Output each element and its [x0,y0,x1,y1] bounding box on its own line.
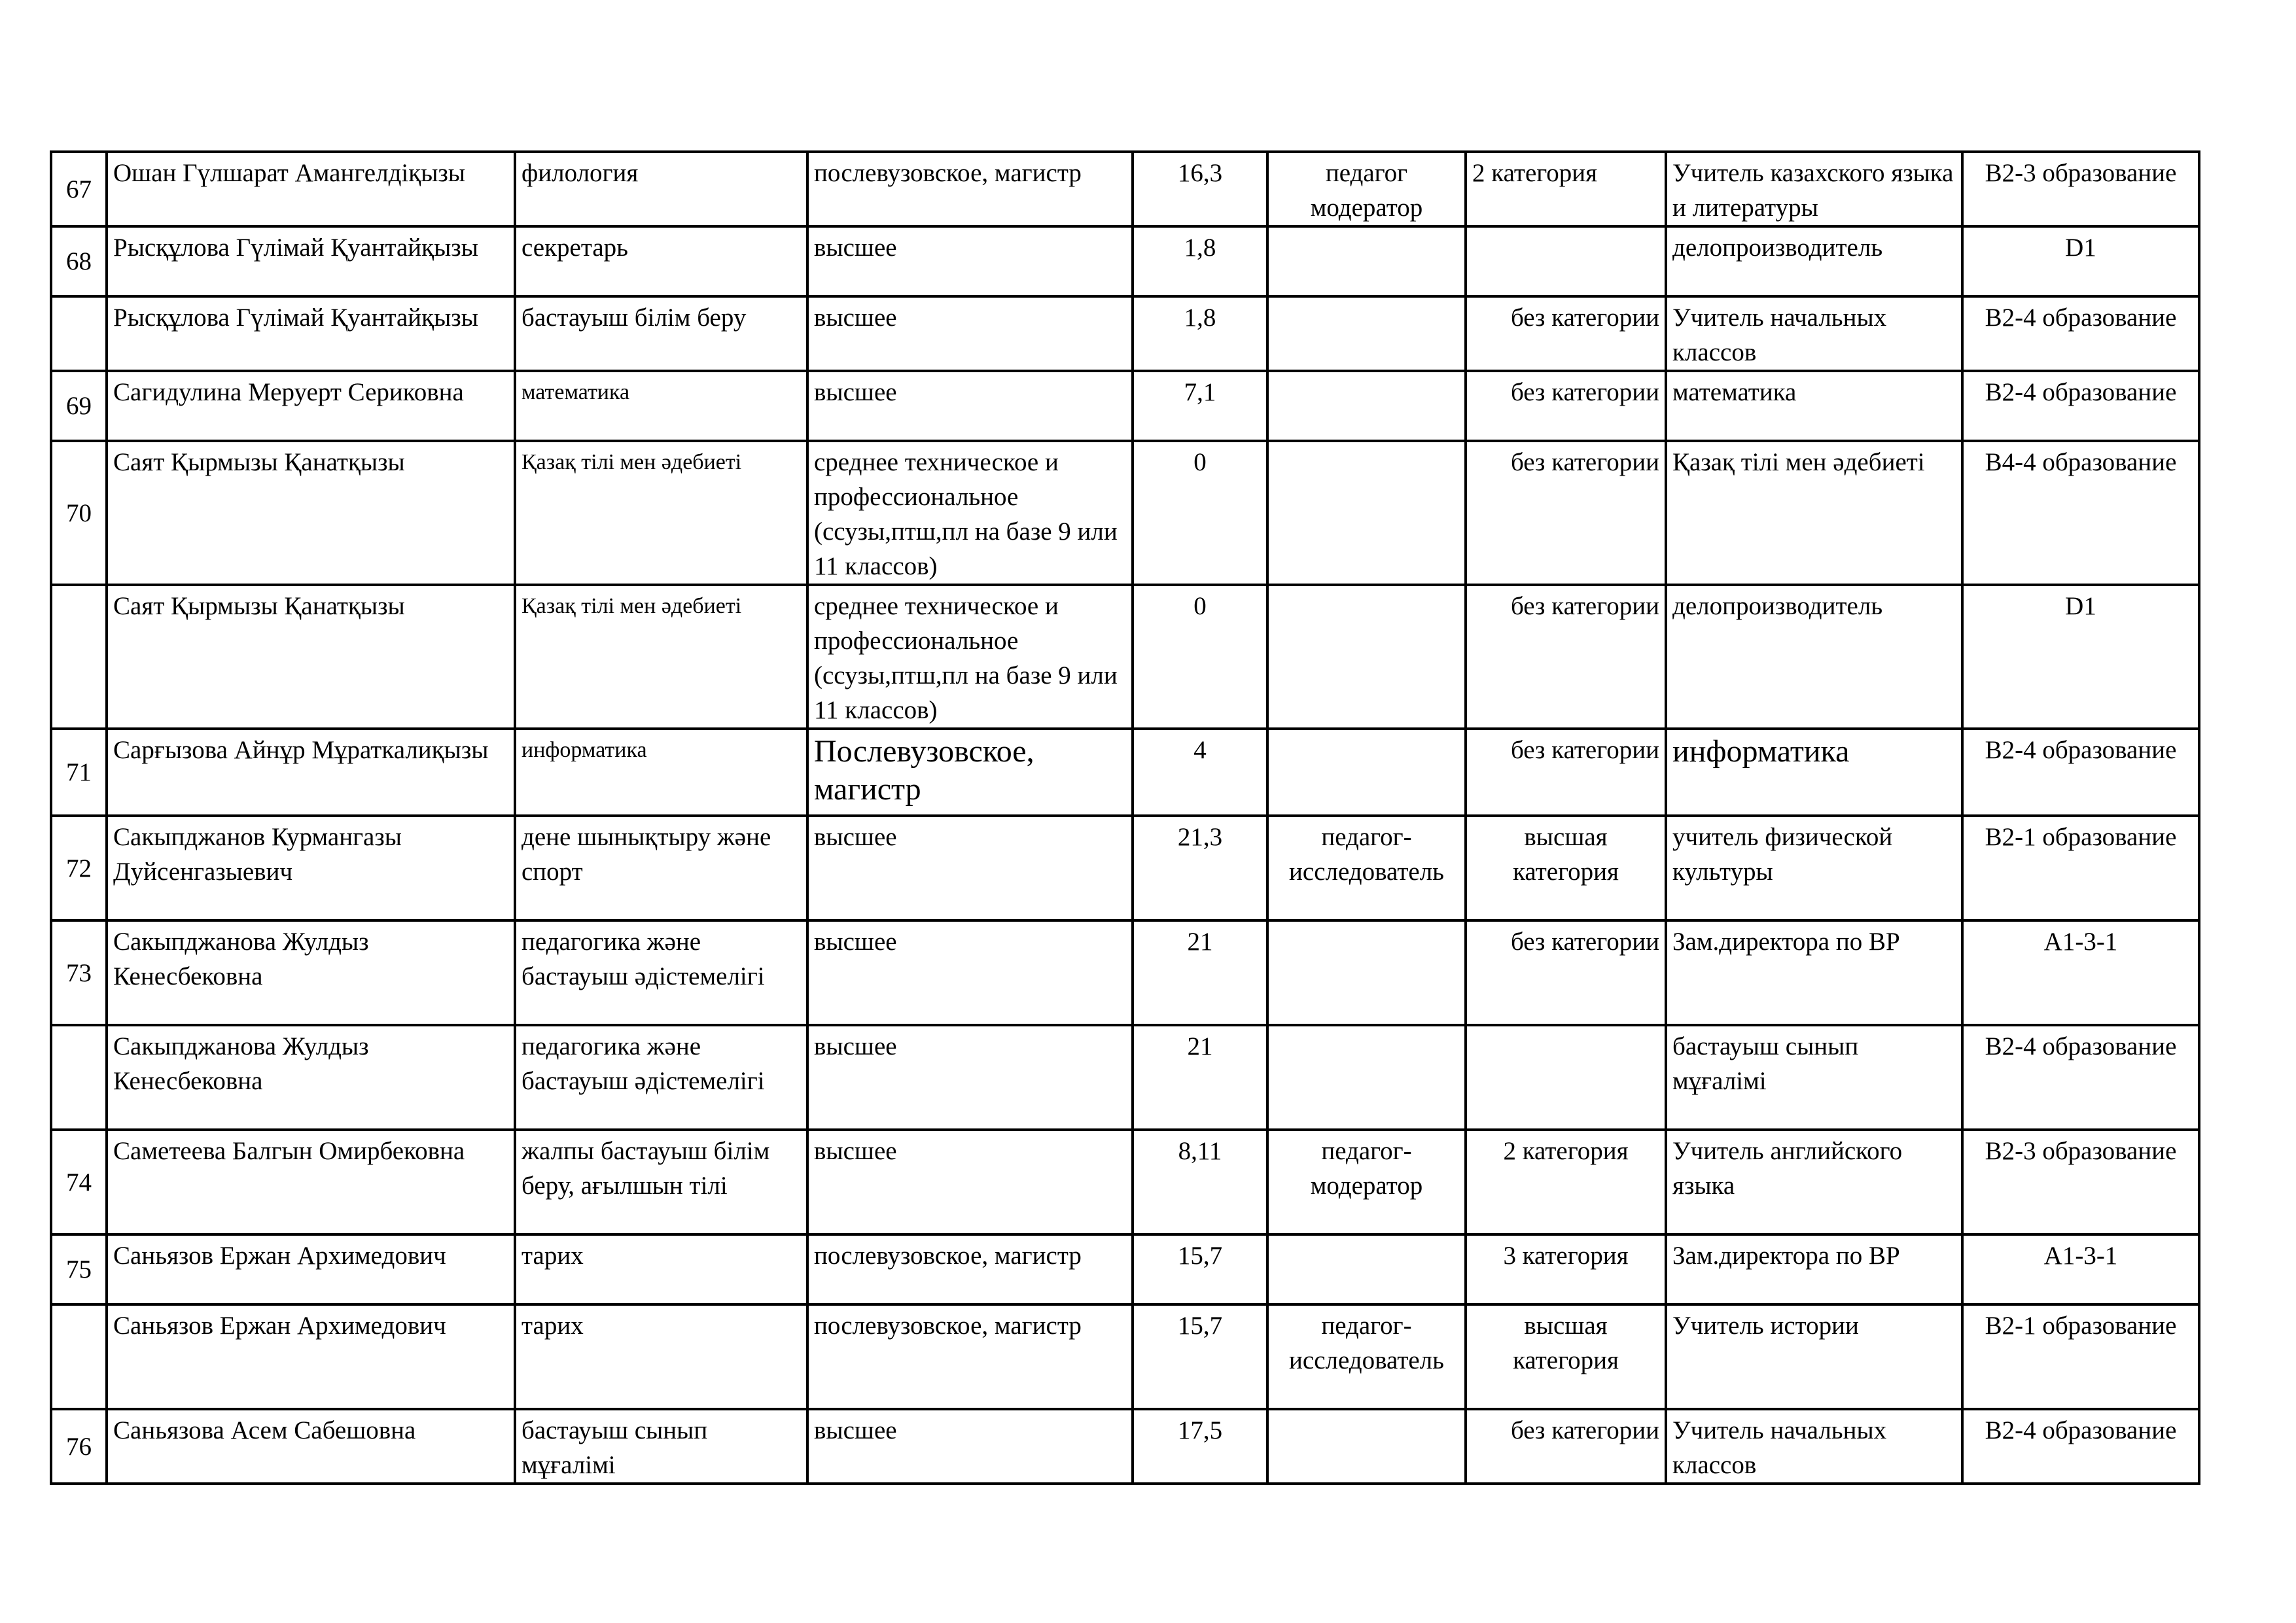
staff-name: Саньязов Ержан Архимедович [107,1304,515,1409]
pedagog-title [1267,296,1466,371]
category [1466,1025,1666,1130]
category: без категории [1466,1409,1666,1484]
experience: 7,1 [1133,371,1267,441]
experience: 1,8 [1133,296,1267,371]
pedagog-title [1267,1234,1466,1304]
category: без категории [1466,920,1666,1025]
table-row [51,1025,2199,1130]
staff-name: Ошан Гүлшарат Амангелдіқызы [107,152,515,226]
table-row [51,296,2199,371]
experience: 15,7 [1133,1304,1267,1409]
row-number: 70 [51,441,107,585]
position: математика [1666,371,1962,441]
category: высшая категория [1466,1304,1666,1409]
table-row [51,1234,2199,1304]
row-number: 71 [51,729,107,816]
education: среднее техническое и профессиональное (ссузы,птш,пл на базе 9 или 11 классов) [807,585,1133,729]
category: без категории [1466,296,1666,371]
row-number [51,296,107,371]
education: послевузовское, магистр [807,1304,1133,1409]
pedagog-title [1267,920,1466,1025]
experience: 4 [1133,729,1267,816]
category: 2 категория [1466,152,1666,226]
category: без категории [1466,729,1666,816]
specialty: Қазақ тілі мен әдебиеті [515,441,807,585]
specialty: секретарь [515,226,807,296]
staff-name: Сакыпджанова Жулдыз Кенесбековна [107,1025,515,1130]
row-number: 74 [51,1130,107,1234]
staff-name: Сакыпджанов Курмангазы Дуйсенгазыевич [107,816,515,920]
experience: 1,8 [1133,226,1267,296]
position-code: B2-1 образование [1962,1304,2199,1409]
specialty: филология [515,152,807,226]
row-number [51,1025,107,1130]
position: Қазақ тілі мен әдебиеті [1666,441,1962,585]
position: Учитель начальных классов [1666,296,1962,371]
category: без категории [1466,585,1666,729]
pedagog-title [1267,371,1466,441]
specialty: тарих [515,1304,807,1409]
pedagog-title [1267,585,1466,729]
experience: 21 [1133,1025,1267,1130]
staff-name: Саят Қырмызы Қанатқызы [107,441,515,585]
staff-name: Саметеева Балгын Омирбековна [107,1130,515,1234]
education: высшее [807,1025,1133,1130]
pedagog-title [1267,1409,1466,1484]
position: Учитель английского языка [1666,1130,1962,1234]
table-row [51,1304,2199,1409]
position-code: B2-3 образование [1962,152,2199,226]
education: среднее техническое и профессиональное (ссузы,птш,пл на базе 9 или 11 классов) [807,441,1133,585]
specialty: тарих [515,1234,807,1304]
staff-name: Рысқұлова Гүлімай Қуантайқызы [107,296,515,371]
category: 3 категория [1466,1234,1666,1304]
table-row [51,816,2199,920]
table-row [51,920,2199,1025]
education: Послевузовское, магистр [807,729,1133,816]
pedagog-title: педагог модератор [1267,152,1466,226]
pedagog-title: педагог-исследователь [1267,816,1466,920]
education: высшее [807,920,1133,1025]
position-code: B4-4 образование [1962,441,2199,585]
position-code: B2-4 образование [1962,296,2199,371]
pedagog-title [1267,729,1466,816]
position: Зам.директора по ВР [1666,1234,1962,1304]
category: без категории [1466,371,1666,441]
category: 2 категория [1466,1130,1666,1234]
education: высшее [807,296,1133,371]
specialty: бастауыш сынып мұғалімі [515,1409,807,1484]
specialty: математика [515,371,807,441]
position-code: B2-1 образование [1962,816,2199,920]
experience: 15,7 [1133,1234,1267,1304]
education: высшее [807,371,1133,441]
row-number: 75 [51,1234,107,1304]
experience: 0 [1133,585,1267,729]
staff-name: Саят Қырмызы Қанатқызы [107,585,515,729]
education: послевузовское, магистр [807,152,1133,226]
pedagog-title: педагог-исследователь [1267,1304,1466,1409]
position: учитель физической культуры [1666,816,1962,920]
position-code: B2-4 образование [1962,729,2199,816]
row-number: 68 [51,226,107,296]
position-code: B2-4 образование [1962,1409,2199,1484]
education: высшее [807,1409,1133,1484]
specialty: информатика [515,729,807,816]
staff-name: Саньязов Ержан Архимедович [107,1234,515,1304]
specialty: педагогика және бастауыш әдістемелігі [515,1025,807,1130]
experience: 16,3 [1133,152,1267,226]
position: Учитель казахского языка и литературы [1666,152,1962,226]
table-row [51,371,2199,441]
category: высшая категория [1466,816,1666,920]
position: Учитель начальных классов [1666,1409,1962,1484]
position: бастауыш сынып мұғалімі [1666,1025,1962,1130]
table-row [51,152,2199,226]
position: делопроизводитель [1666,585,1962,729]
pedagog-title [1267,226,1466,296]
staff-name: Сарғызова Айнұр Мұраткалиқызы [107,729,515,816]
specialty: жалпы бастауыш білім беру, ағылшын тілі [515,1130,807,1234]
position-code: B2-3 образование [1962,1130,2199,1234]
table-row [51,585,2199,729]
specialty: бастауыш білім беру [515,296,807,371]
table-row [51,226,2199,296]
row-number: 73 [51,920,107,1025]
specialty: Қазақ тілі мен әдебиеті [515,585,807,729]
education: высшее [807,816,1133,920]
specialty: дене шынықтыру және спорт [515,816,807,920]
row-number: 67 [51,152,107,226]
position-code: D1 [1962,585,2199,729]
position-code: A1-3-1 [1962,1234,2199,1304]
position-code: B2-4 образование [1962,1025,2199,1130]
experience: 8,11 [1133,1130,1267,1234]
staff-name: Саньязова Асем Сабешовна [107,1409,515,1484]
education: высшее [807,226,1133,296]
row-number: 69 [51,371,107,441]
experience: 17,5 [1133,1409,1267,1484]
position: информатика [1666,729,1962,816]
category [1466,226,1666,296]
staff-name: Сагидулина Меруерт Сериковна [107,371,515,441]
position-code: D1 [1962,226,2199,296]
row-number: 72 [51,816,107,920]
pedagog-title [1267,1025,1466,1130]
table-row [51,441,2199,585]
pedagog-title: педагог-модератор [1267,1130,1466,1234]
position: Зам.директора по ВР [1666,920,1962,1025]
specialty: педагогика және бастауыш әдістемелігі [515,920,807,1025]
table-row [51,1409,2199,1484]
table-row [51,1130,2199,1234]
row-number [51,585,107,729]
table-row [51,729,2199,816]
staff-name: Сакыпджанова Жулдыз Кенесбековна [107,920,515,1025]
staff-name: Рысқұлова Гүлімай Қуантайқызы [107,226,515,296]
position-code: B2-4 образование [1962,371,2199,441]
education: послевузовское, магистр [807,1234,1133,1304]
staff-table [50,150,2200,1485]
category: без категории [1466,441,1666,585]
experience: 21 [1133,920,1267,1025]
experience: 21,3 [1133,816,1267,920]
row-number [51,1304,107,1409]
pedagog-title [1267,441,1466,585]
experience: 0 [1133,441,1267,585]
row-number: 76 [51,1409,107,1484]
position: Учитель истории [1666,1304,1962,1409]
education: высшее [807,1130,1133,1234]
position-code: A1-3-1 [1962,920,2199,1025]
position: делопроизводитель [1666,226,1962,296]
